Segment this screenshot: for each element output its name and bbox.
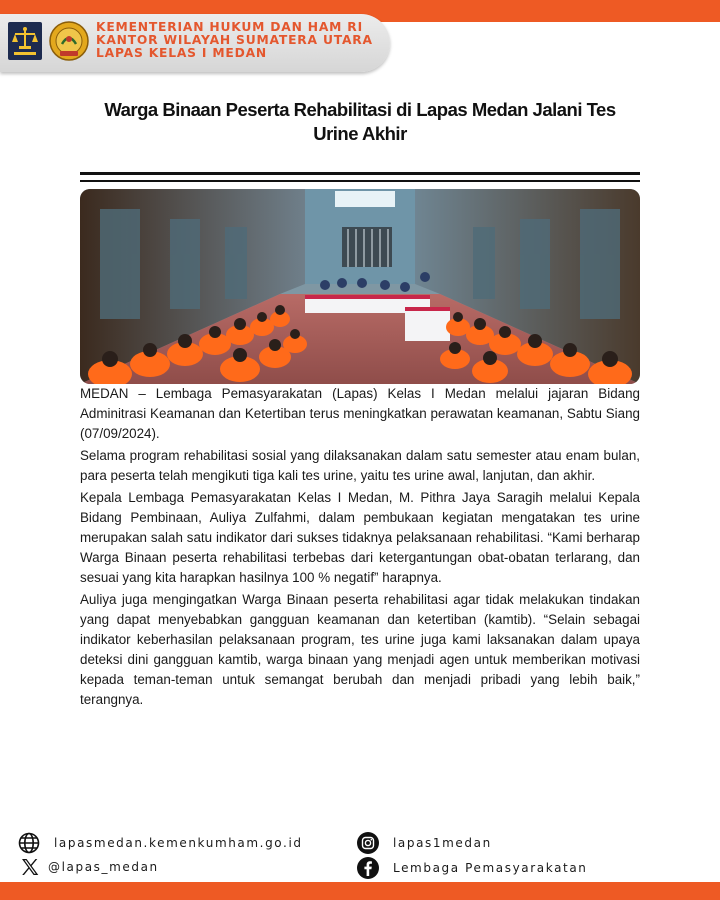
article-body (80, 384, 640, 712)
website-url: lapasmedan.kemenkumham.go.id (54, 836, 303, 850)
pemasyarakatan-emblem-icon (48, 20, 90, 62)
footer-facebook[interactable] (357, 857, 588, 879)
title-divider-top (80, 172, 640, 175)
article-photo (80, 189, 640, 384)
footer-instagram[interactable] (357, 832, 492, 854)
article-paragraph: MEDAN – Lembaga Pemasyarakatan (Lapas) Kelas I Medan melalui jajaran Bidang Adminitrasi Keamanan dan Ketertiban terus meningkatkan perawatan keamanan, Sabtu Siang (07/09/2024). (80, 386, 640, 441)
org-line-prison: LAPAS KELAS I MEDAN (96, 46, 268, 60)
instagram-handle: lapas1medan (393, 836, 492, 850)
x-icon (20, 857, 40, 877)
org-line-regional-office: KANTOR WILAYAH SUMATERA UTARA (96, 33, 373, 47)
globe-icon (18, 832, 40, 854)
article-paragraph: Auliya juga mengingatkan Warga Binaan peserta rehabilitasi agar tidak melakukan tindakan yang dapat menyebabkan gangguan keamanan dan ketertiban (kamtib). “Selain sebagai indikator keberhasilan pelaksanaan program, tes urine juga kami laksanakan dalam upaya deteksi dini gangguan kamtib, warga binaan yang menjadi agen untuk memberikan motivasi kepada teman-teman untuk semangat berubah dan menjadi pribadi yang lebih baik,” terangnya. (80, 592, 640, 707)
facebook-icon (357, 857, 379, 879)
twitter-handle: @lapas_medan (48, 860, 159, 874)
footer-website[interactable] (18, 832, 303, 854)
article-paragraph: Kepala Lembaga Pemasyarakatan Kelas I Medan, M. Pithra Jaya Saragih melalui Kepala Bidang Pembinaan, Auliya Zulfahmi, dalam pembukaan kegiatan mengatakan tes urine merupakan salah satu indikator dari sukses tidaknya pelaksanaan rehabilitasi. “Kami berharap Warga Binaan peserta rehabilitasi terbebas dari ketergantungan obat-obatan terlarang, dan sesuai yang kita harapkan hasilnya 100 % negatif” harapnya. (80, 490, 640, 585)
footer-twitter[interactable] (20, 857, 159, 877)
article-paragraph: Selama program rehabilitasi sosial yang dilaksanakan dalam satu semester atau enam bulan, para peserta telah mengikuti tiga kali tes urine, yaitu tes urine awal, lanjutan, dan akhir. (80, 448, 640, 483)
facebook-page: Lembaga Pemasyarakatan (393, 861, 588, 875)
title-divider-bottom (80, 180, 640, 182)
organization-name (96, 21, 386, 60)
bottom-accent-bar (0, 882, 720, 900)
org-line-ministry: KEMENTERIAN HUKUM DAN HAM RI (96, 20, 363, 34)
kemenkumham-logo-icon (8, 22, 42, 60)
article-title: Warga Binaan Peserta Rehabilitasi di Lapas Medan Jalani Tes Urine Akhir (104, 99, 616, 144)
instagram-icon (357, 832, 379, 854)
